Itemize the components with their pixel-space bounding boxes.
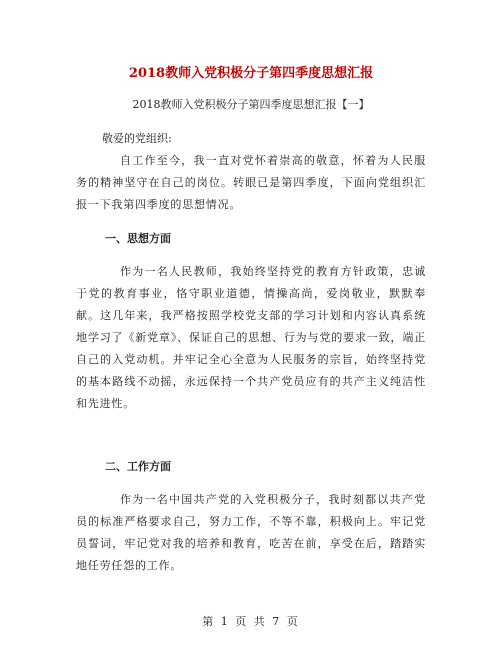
section-heading-work: 二、工作方面 [105, 460, 171, 473]
section-heading-thought: 一、思想方面 [105, 232, 171, 245]
section-body-work: 作为一名中国共产党的入党积极分子，我时刻都以共产党员的标准严格要求自己，努力工作，不等不靠，积极向上。牢记党员誓词，牢记党对我的培养和教育，吃苦在前，享受在后，踏踏实地任劳任怨的工作。 [76, 493, 426, 572]
document-title: 2018教师入党积极分子第四季度思想汇报 [128, 66, 374, 81]
document-subtitle: 2018教师入党积极分子第四季度思想汇报【一】 [132, 98, 370, 111]
section-body-thought: 作为一名人民教师，我始终坚持党的教育方针政策，忠诚于党的教育事业，恪守职业道德，情操高尚，爱岗敬业，默默奉献。这几年来，我严格按照学校党支部的学习计划和内容认真系统地学习了《新党章》、保证自己的思想、行为与党的要求一致，端正自己的入党动机。并牢记全心全意为人民服务的宗旨，始终坚持党的基本路线不动摇，永远保持一个共产党员应有的共产主义纯洁性和先进性。 [76, 265, 426, 410]
page-footer: 第 1 页 共 7 页 [202, 615, 300, 628]
salutation: 敬爱的党组织: [102, 132, 172, 145]
intro-paragraph: 自工作至今，我一直对党怀着崇高的敬意，怀着为人民服务的精神坚守在自己的岗位。转眼已是第四季度，下面向党组织汇报一下我第四季度的思想情况。 [76, 154, 426, 211]
